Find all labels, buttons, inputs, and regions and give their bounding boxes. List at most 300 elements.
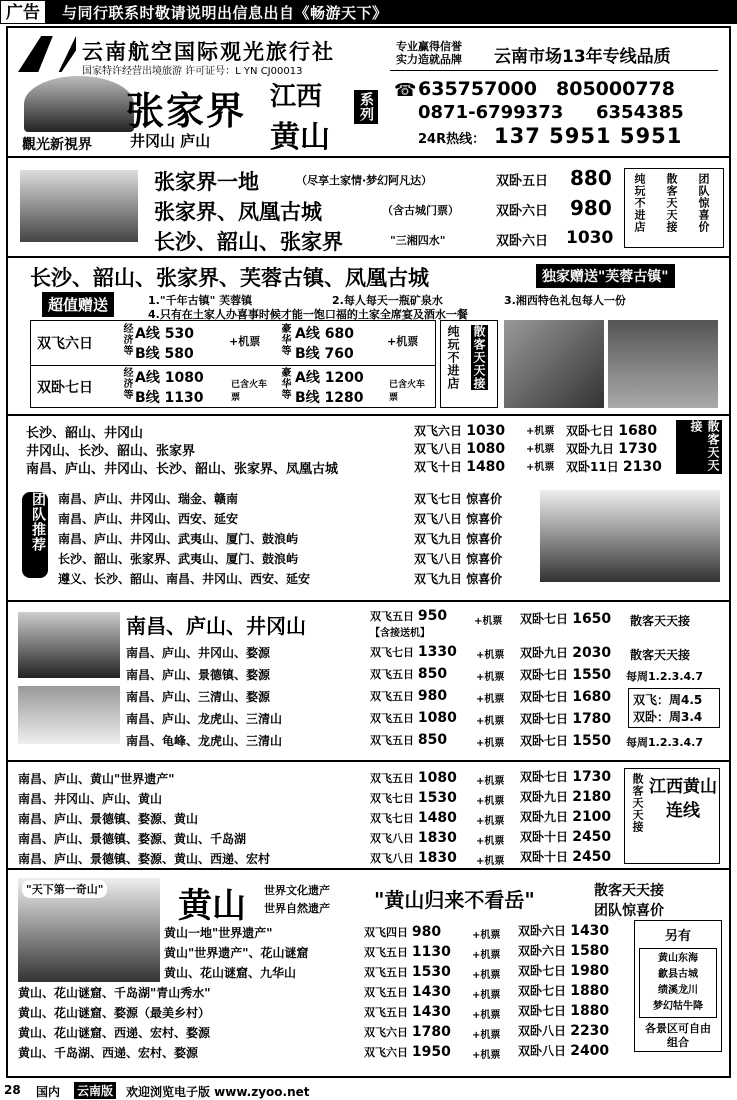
mid-sleep-price: 2130 xyxy=(622,459,662,475)
mid-ticket-3: +机票 xyxy=(526,462,555,473)
gift-4: 4.只有在土家人办喜事时候才能一饱口福的土家全席宴及酒水一餐 xyxy=(148,308,468,321)
hs-right-1: 散客天天接 xyxy=(594,883,664,899)
hs-fly-label: 双飞六日 xyxy=(364,1046,408,1059)
zjj-dur-3: 双卧六日 xyxy=(496,234,549,249)
mid-fly-3 xyxy=(414,458,505,475)
headline-huangshan: 黄山 xyxy=(270,120,330,155)
karst-photo xyxy=(540,490,720,582)
hs-sleep-label: 双卧八日 xyxy=(518,1044,567,1058)
a-line: A线 xyxy=(295,370,320,386)
hs-fly-price: 1430 xyxy=(411,1004,451,1020)
hs-fly-label: 双飞五日 xyxy=(364,1006,408,1019)
fly-eco-b-price: 580 xyxy=(164,346,194,362)
jh-fly-1 xyxy=(370,770,457,786)
hs-route-2: 黄山"世界遗产"、花山谜窟 xyxy=(164,946,309,960)
hs-others-list xyxy=(639,948,717,1018)
nc-sleep-5 xyxy=(520,732,611,749)
fly-eco-a xyxy=(135,323,194,343)
headline-zhangjiajie: 张家界 xyxy=(126,89,247,133)
group-label: 团队推荐 xyxy=(22,492,48,578)
jh-sleep-5 xyxy=(520,848,611,865)
mid-route-2: 井冈山、长沙、韶山、张家界 xyxy=(26,444,196,459)
mountain-logo-icon xyxy=(24,76,134,132)
furong-town-photo xyxy=(608,320,718,408)
jh-fly-label: 双飞五日 xyxy=(370,772,414,785)
hs-fly-label: 双飞六日 xyxy=(364,1026,408,1039)
hs-route-1: 黄山一地"世界遗产" xyxy=(164,926,273,940)
section-label: 国内 xyxy=(36,1085,61,1099)
hs-fly-4 xyxy=(364,984,451,1000)
jh-fly-label: 双飞七日 xyxy=(370,792,414,805)
nc-route-2: 南昌、庐山、景德镇、婺源 xyxy=(126,668,271,682)
divider xyxy=(390,70,718,71)
hotline-label: 24R热线： xyxy=(418,132,486,147)
furong-tags xyxy=(440,320,498,408)
mid-fly-2 xyxy=(414,440,505,457)
nc-sleep-2 xyxy=(520,666,611,683)
top-banner xyxy=(0,0,737,24)
sleep7-label: 双卧七日 xyxy=(37,380,93,396)
zjj-route-1: 张家界一地 xyxy=(154,170,259,194)
nc-sleep-label: 双卧七日 xyxy=(520,690,569,704)
hs-fly-price: 1530 xyxy=(411,964,451,980)
nc-first-fly-price: 950 xyxy=(417,608,448,624)
nc-fly-2 xyxy=(370,666,447,682)
gift-2: 2.每人每天一瓶矿泉水 xyxy=(332,294,443,307)
mid-fly-price: 1080 xyxy=(466,441,506,457)
fly-eco-b xyxy=(135,343,194,363)
nc-ticket-2: +机票 xyxy=(476,672,505,683)
jh-route-1: 南昌、庐山、黄山"世界遗产" xyxy=(18,772,175,786)
jh-fly-price: 1530 xyxy=(417,790,457,806)
hs-fly-label: 双飞五日 xyxy=(364,946,408,959)
slogans xyxy=(396,40,462,66)
furong-price-table xyxy=(30,320,436,408)
phone-3: 0871-6799373 xyxy=(418,102,564,123)
mid-sleep-price: 1730 xyxy=(618,441,658,457)
hs-sleep-label: 双卧八日 xyxy=(518,1024,567,1038)
hs-fly-7 xyxy=(364,1044,451,1060)
zjj-price-1: 880 xyxy=(570,166,612,190)
mid-ticket-2: +机票 xyxy=(526,444,555,455)
jh-sleep-label: 双卧九日 xyxy=(520,810,569,824)
nc-fly-5 xyxy=(370,732,447,748)
jh-ticket-4: +机票 xyxy=(476,836,505,847)
zjj-dur-2: 双卧六日 xyxy=(496,204,549,219)
a-line: A线 xyxy=(135,370,160,386)
nc-fly-1 xyxy=(370,644,457,660)
sleep-lux-b-price: 1280 xyxy=(324,390,364,406)
b-line: B线 xyxy=(295,390,320,406)
hs-fly-1 xyxy=(364,924,441,940)
hs-heritage-1: 世界文化遗产 xyxy=(264,884,330,897)
sleep-lux-incl: 已含火车票 xyxy=(389,380,426,403)
jh-sleep-price: 1730 xyxy=(572,769,612,785)
jh-section xyxy=(8,760,729,870)
nc-sleep-3 xyxy=(520,688,611,705)
zjj-tags xyxy=(624,168,724,248)
jh-label: 江西黄山连线 xyxy=(649,777,717,821)
hs-others-note: 各景区可自由组合 xyxy=(645,1022,711,1049)
jh-sleep-2 xyxy=(520,788,611,805)
hs-other-item: 黄山东海 xyxy=(658,953,698,964)
jh-fly-price: 1080 xyxy=(417,770,457,786)
jh-fly-label: 双飞七日 xyxy=(370,812,414,825)
mid-tag: 散客天天接 xyxy=(676,420,722,474)
nc-sleep-price: 2030 xyxy=(572,645,612,661)
sleep-eco-b-price: 1130 xyxy=(164,390,204,406)
nc-fly-label: 双飞五日 xyxy=(370,668,414,681)
hs-sleep-price: 1580 xyxy=(570,943,610,959)
jh-sleep-label: 双卧十日 xyxy=(520,830,569,844)
jh-tag: 散客天天接 xyxy=(631,773,644,833)
fly-lux-b xyxy=(295,343,354,363)
mid-sleep-3 xyxy=(566,458,662,475)
group-price-5: 双飞九日 惊喜价 xyxy=(414,572,503,586)
nc-sleep-4 xyxy=(520,710,611,727)
hs-ticket-7: +机票 xyxy=(472,1050,501,1061)
jh-sleep-label: 双卧七日 xyxy=(520,770,569,784)
hs-sleep-2 xyxy=(518,942,609,959)
top-notice: 与同行联系时敬请说明出信息出自《畅游天下》 xyxy=(62,4,388,22)
hs-other-item: 梦幻牯牛降 xyxy=(653,1001,703,1012)
jh-fly-4 xyxy=(370,830,457,846)
hs-route-5: 黄山、花山谜窟、婺源（最美乡村） xyxy=(18,1006,211,1020)
hs-route-4: 黄山、花山谜窟、千岛湖"青山秀水" xyxy=(18,986,211,1000)
jh-fly-label: 双飞八日 xyxy=(370,852,414,865)
jh-sleep-label: 双卧九日 xyxy=(520,790,569,804)
hs-fly-price: 1950 xyxy=(411,1044,451,1060)
nc-sleep-price: 1780 xyxy=(572,711,612,727)
zjj-price-3: 1030 xyxy=(566,228,614,248)
nc-fly-price: 850 xyxy=(417,732,448,748)
tag-group: 团队惊喜价 xyxy=(697,173,710,233)
group-route-2: 南昌、庐山、井冈山、西安、延安 xyxy=(58,512,239,526)
hs-sleep-6 xyxy=(518,1022,609,1039)
hs-sleep-price: 1880 xyxy=(570,1003,610,1019)
nc-note-1: 散客天天接 xyxy=(630,648,691,662)
zjj-section xyxy=(8,156,729,258)
hs-fly-label: 双飞四日 xyxy=(364,926,408,939)
group-route-5: 遵义、长沙、韶山、南昌、井冈山、西安、延安 xyxy=(58,572,311,586)
mid-sleep-label: 双卧九日 xyxy=(566,442,615,456)
agency-name: 云南航空国际观光旅行社 xyxy=(82,40,335,64)
hs-others-box xyxy=(634,920,722,1052)
jh-route-4: 南昌、庐山、景德镇、婺源、黄山、千岛湖 xyxy=(18,832,247,846)
hs-others-title: 另有 xyxy=(664,929,691,944)
nc-sleep-label: 双卧九日 xyxy=(520,646,569,660)
jh-route-5: 南昌、庐山、景德镇、婺源、黄山、西递、宏村 xyxy=(18,852,271,866)
mid-route-3: 南昌、庐山、井冈山、长沙、韶山、张家界、凤凰古城 xyxy=(26,462,339,477)
mid-sleep-1 xyxy=(566,422,657,439)
headline-sub: 井冈山 庐山 xyxy=(130,132,211,150)
jh-fly-label: 双飞八日 xyxy=(370,832,414,845)
hs-right-2: 团队惊喜价 xyxy=(594,903,664,919)
hs-route-3: 黄山、花山谜窟、九华山 xyxy=(164,966,297,980)
zjj-price-2: 980 xyxy=(570,196,612,220)
hs-sleep-7 xyxy=(518,1042,609,1059)
sleep-eco-b xyxy=(135,387,204,407)
jh-fly-price: 1480 xyxy=(417,810,457,826)
hs-sleep-label: 双卧七日 xyxy=(518,984,567,998)
jh-sleep-price: 2100 xyxy=(572,809,612,825)
hs-sleep-label: 双卧六日 xyxy=(518,944,567,958)
nc-note-5: 每周1.2.3.4.7 xyxy=(626,736,703,749)
phone-4: 6354385 xyxy=(596,102,684,123)
hs-ticket-5: +机票 xyxy=(472,1010,501,1021)
hs-sleep-price: 1880 xyxy=(570,983,610,999)
hs-fly-3 xyxy=(364,964,451,980)
furong-exclusive: 独家赠送"芙蓉古镇" xyxy=(536,264,675,288)
nc-sleep-price: 1680 xyxy=(572,689,612,705)
nc-schedule-sleep: 双卧：周3.4 xyxy=(633,710,703,724)
jh-sleep-3 xyxy=(520,808,611,825)
hs-other-item: 绩溪龙川 xyxy=(658,985,698,996)
brand-name: 觀光新視界 xyxy=(22,137,92,153)
sleep-eco-a xyxy=(135,367,204,387)
nc-fly-label: 双飞五日 xyxy=(370,712,414,725)
nc-route-3: 南昌、庐山、三清山、婺源 xyxy=(126,690,271,704)
mid-fly-price: 1030 xyxy=(466,423,506,439)
nc-ticket-1: +机票 xyxy=(476,650,505,661)
wuyuan-photo xyxy=(18,686,120,744)
furong-title: 长沙、韶山、张家界、芙蓉古镇、凤凰古城 xyxy=(30,266,429,290)
jh-sleep-1 xyxy=(520,768,611,785)
sleep-eco-label: 经济等 xyxy=(121,367,132,400)
hs-fly-price: 1430 xyxy=(411,984,451,1000)
hs-fly-label: 双飞五日 xyxy=(364,986,408,999)
zjj-route-3: 长沙、韶山、张家界 xyxy=(154,230,343,254)
a-line: A线 xyxy=(135,326,160,342)
tag-no-shop: 纯玩不进店 xyxy=(446,325,460,390)
mid-sleep-2 xyxy=(566,440,657,457)
airline-logo-icon xyxy=(18,36,76,72)
group-route-3: 南昌、庐山、井冈山、武夷山、厦门、鼓浪屿 xyxy=(58,532,299,546)
hs-sleep-label: 双卧七日 xyxy=(518,964,567,978)
market-slogan: 云南市场13年专线品质 xyxy=(494,47,671,67)
furong-section xyxy=(8,256,729,416)
jh-fly-3 xyxy=(370,810,457,826)
nc-title: 南昌、庐山、井冈山 xyxy=(126,614,306,638)
jh-fly-5 xyxy=(370,850,457,866)
zjj-note-1: （尽享土家情·梦幻阿凡达） xyxy=(296,174,433,187)
fly-lux-ticket: +机票 xyxy=(387,335,419,348)
table-divider xyxy=(31,365,435,366)
sleep-lux-label: 豪华等 xyxy=(279,367,290,400)
jh-route-3: 南昌、庐山、景德镇、婺源、黄山 xyxy=(18,812,199,826)
group-price-4: 双飞八日 惊喜价 xyxy=(414,552,503,566)
mid-ticket-1: +机票 xyxy=(526,426,555,437)
nc-ticket-4: +机票 xyxy=(476,716,505,727)
hs-sleep-label: 双卧六日 xyxy=(518,924,567,938)
hs-sleep-5 xyxy=(518,1002,609,1019)
nc-fly-3 xyxy=(370,688,447,704)
group-route-1: 南昌、庐山、井冈山、瑞金、赣南 xyxy=(58,492,239,506)
nc-route-4: 南昌、庐山、龙虎山、三清山 xyxy=(126,712,283,726)
nanchang-section xyxy=(8,600,729,762)
nc-first-fly-label: 双飞五日 xyxy=(370,610,414,623)
hs-fly-label: 双飞五日 xyxy=(364,966,408,979)
phone-1: 635757000 xyxy=(418,78,537,100)
hs-ticket-2: +机票 xyxy=(472,950,501,961)
jh-fly-2 xyxy=(370,790,457,806)
fly-lux-b-price: 760 xyxy=(324,346,354,362)
page-number: 28 xyxy=(4,1083,21,1097)
jh-fly-price: 1830 xyxy=(417,850,457,866)
hs-ticket-4: +机票 xyxy=(472,990,501,1001)
slogan-2: 实力造就品牌 xyxy=(396,53,462,66)
nc-fly-price: 1330 xyxy=(417,644,457,660)
jh-route-2: 南昌、井冈山、庐山、黄山 xyxy=(18,792,163,806)
nc-note-2: 每周1.2.3.4.7 xyxy=(626,670,703,683)
hs-logo: 黄山 xyxy=(178,886,246,926)
tag-daily: 散客天天接 xyxy=(472,325,486,390)
jh-sleep-price: 2180 xyxy=(572,789,612,805)
nc-route-1: 南昌、庐山、井冈山、婺源 xyxy=(126,646,271,660)
hs-sleep-label: 双卧七日 xyxy=(518,1004,567,1018)
agency-license: 国家特许经营出境旅游 许可证号：L YN CJ00013 xyxy=(82,66,303,77)
gift-1: 1."千年古镇" 芙蓉镇 xyxy=(148,294,253,307)
nc-schedule xyxy=(628,688,720,728)
page-footer xyxy=(0,1080,737,1100)
group-price-2: 双飞八日 惊喜价 xyxy=(414,512,503,526)
nc-sleep-1 xyxy=(520,644,611,661)
footer-text: 欢迎浏览电子版 www.zyoo.net xyxy=(126,1085,310,1099)
nc-ticket-5: +机票 xyxy=(476,738,505,749)
sleep-lux-a xyxy=(295,367,364,387)
nc-schedule-fly: 双飞：周4.5 xyxy=(633,693,703,707)
nc-fly-price: 850 xyxy=(417,666,448,682)
jh-ticket-3: +机票 xyxy=(476,816,505,827)
nc-route-5: 南昌、龟峰、龙虎山、三清山 xyxy=(126,734,283,748)
nc-first-fly xyxy=(370,608,447,624)
gift-label: 超值赠送 xyxy=(42,292,114,317)
mid-fly-label: 双飞十日 xyxy=(414,460,463,474)
zjj-note-3: "三湘四水" xyxy=(390,234,446,247)
couple-photo xyxy=(504,320,604,408)
nc-first-note: 【含接送机】 xyxy=(370,628,430,639)
phone-icon: ☎ xyxy=(394,80,417,101)
zjj-note-2: （含古城门票） xyxy=(382,204,459,217)
sleep-eco-a-price: 1080 xyxy=(164,370,204,386)
hs-fly-price: 1780 xyxy=(411,1024,451,1040)
zjj-photo xyxy=(20,170,138,242)
mid-sleep-label: 双卧11日 xyxy=(566,460,619,474)
phone-2: 805000778 xyxy=(556,78,675,100)
nc-first-note2: 散客天天接 xyxy=(630,614,691,628)
magazine-label: 云南版 xyxy=(74,1082,116,1099)
hs-sleep-price: 2400 xyxy=(570,1043,610,1059)
sleep-lux-a-price: 1200 xyxy=(324,370,364,386)
gift-3: 3.湘西特色礼包每人一份 xyxy=(504,294,626,307)
fly6-label: 双飞六日 xyxy=(37,336,93,352)
lushan-photo xyxy=(18,612,120,678)
hs-ticket-6: +机票 xyxy=(472,1030,501,1041)
a-line: A线 xyxy=(295,326,320,342)
nc-fly-label: 双飞五日 xyxy=(370,734,414,747)
hs-sleep-price: 1980 xyxy=(570,963,610,979)
group-price-1: 双飞七日 惊喜价 xyxy=(414,492,503,506)
nc-first-sleep xyxy=(520,610,611,627)
group-section xyxy=(8,484,729,588)
b-line: B线 xyxy=(135,346,160,362)
nc-ticket-3: +机票 xyxy=(476,694,505,705)
group-route-4: 长沙、韶山、张家界、武夷山、厦门、鼓浪屿 xyxy=(58,552,299,566)
fly-lux-a-price: 680 xyxy=(324,326,354,342)
jh-ticket-5: +机票 xyxy=(476,856,505,867)
nc-sleep-label: 双卧七日 xyxy=(520,668,569,682)
nc-fly-price: 1080 xyxy=(417,710,457,726)
hs-sleep-price: 1430 xyxy=(570,923,610,939)
hs-fly-5 xyxy=(364,1004,451,1020)
jh-badge xyxy=(624,768,720,864)
sleep-lux-b xyxy=(295,387,364,407)
fly-eco-a-price: 530 xyxy=(164,326,194,342)
b-line: B线 xyxy=(135,390,160,406)
agency-header xyxy=(18,36,718,154)
b-line: B线 xyxy=(295,346,320,362)
mid-fly-price: 1480 xyxy=(466,459,506,475)
nc-first-ticket: +机票 xyxy=(474,616,503,627)
zjj-dur-1: 双卧五日 xyxy=(496,174,549,189)
mid-fly-1 xyxy=(414,422,505,439)
hotline: 137 5951 5951 xyxy=(494,124,683,148)
fly-eco-ticket: +机票 xyxy=(229,335,261,348)
nc-fly-label: 双飞七日 xyxy=(370,646,414,659)
hs-heritage-2: 世界自然遗产 xyxy=(264,902,330,915)
headline-series: 系列 xyxy=(354,90,378,124)
tag-no-shop: 纯玩不进店 xyxy=(633,173,646,233)
mid-route-1: 长沙、韶山、井冈山 xyxy=(26,426,144,441)
fly-eco-label: 经济等 xyxy=(121,323,132,356)
nc-first-sleep-price: 1650 xyxy=(572,611,612,627)
jh-ticket-1: +机票 xyxy=(476,776,505,787)
huangshan-section xyxy=(8,868,729,1076)
hs-sleep-1 xyxy=(518,922,609,939)
ad-label: 广告 xyxy=(0,0,46,24)
slogan-1: 专业赢得信誉 xyxy=(396,40,462,53)
jh-sleep-price: 2450 xyxy=(572,829,612,845)
mid-section xyxy=(8,414,729,478)
tag-daily: 散客天天接 xyxy=(665,173,678,233)
nc-first-sleep-label: 双卧七日 xyxy=(520,612,569,626)
hs-fly-2 xyxy=(364,944,451,960)
hs-sleep-3 xyxy=(518,962,609,979)
sleep-eco-incl: 已含火车票 xyxy=(231,380,268,403)
nc-sleep-label: 双卧七日 xyxy=(520,712,569,726)
hs-sleep-4 xyxy=(518,982,609,999)
nc-sleep-label: 双卧七日 xyxy=(520,734,569,748)
hs-ticket-1: +机票 xyxy=(472,930,501,941)
jh-sleep-label: 双卧十日 xyxy=(520,850,569,864)
nc-sleep-price: 1550 xyxy=(572,733,612,749)
hs-other-item: 歙县古城 xyxy=(658,969,698,980)
hs-route-6: 黄山、花山谜窟、西递、宏村、婺源 xyxy=(18,1026,211,1040)
group-price-3: 双飞九日 惊喜价 xyxy=(414,532,503,546)
headline-jiangxi: 江西 xyxy=(270,82,323,112)
jh-sleep-price: 2450 xyxy=(572,849,612,865)
hs-sleep-price: 2230 xyxy=(570,1023,610,1039)
mid-fly-label: 双飞八日 xyxy=(414,442,463,456)
mid-sleep-label: 双卧七日 xyxy=(566,424,615,438)
hs-fly-6 xyxy=(364,1024,451,1040)
nc-fly-price: 980 xyxy=(417,688,448,704)
nc-sleep-price: 1550 xyxy=(572,667,612,683)
mid-fly-label: 双飞六日 xyxy=(414,424,463,438)
hs-fly-price: 980 xyxy=(411,924,442,940)
fly-lux-label: 豪华等 xyxy=(279,323,290,356)
jh-ticket-2: +机票 xyxy=(476,796,505,807)
